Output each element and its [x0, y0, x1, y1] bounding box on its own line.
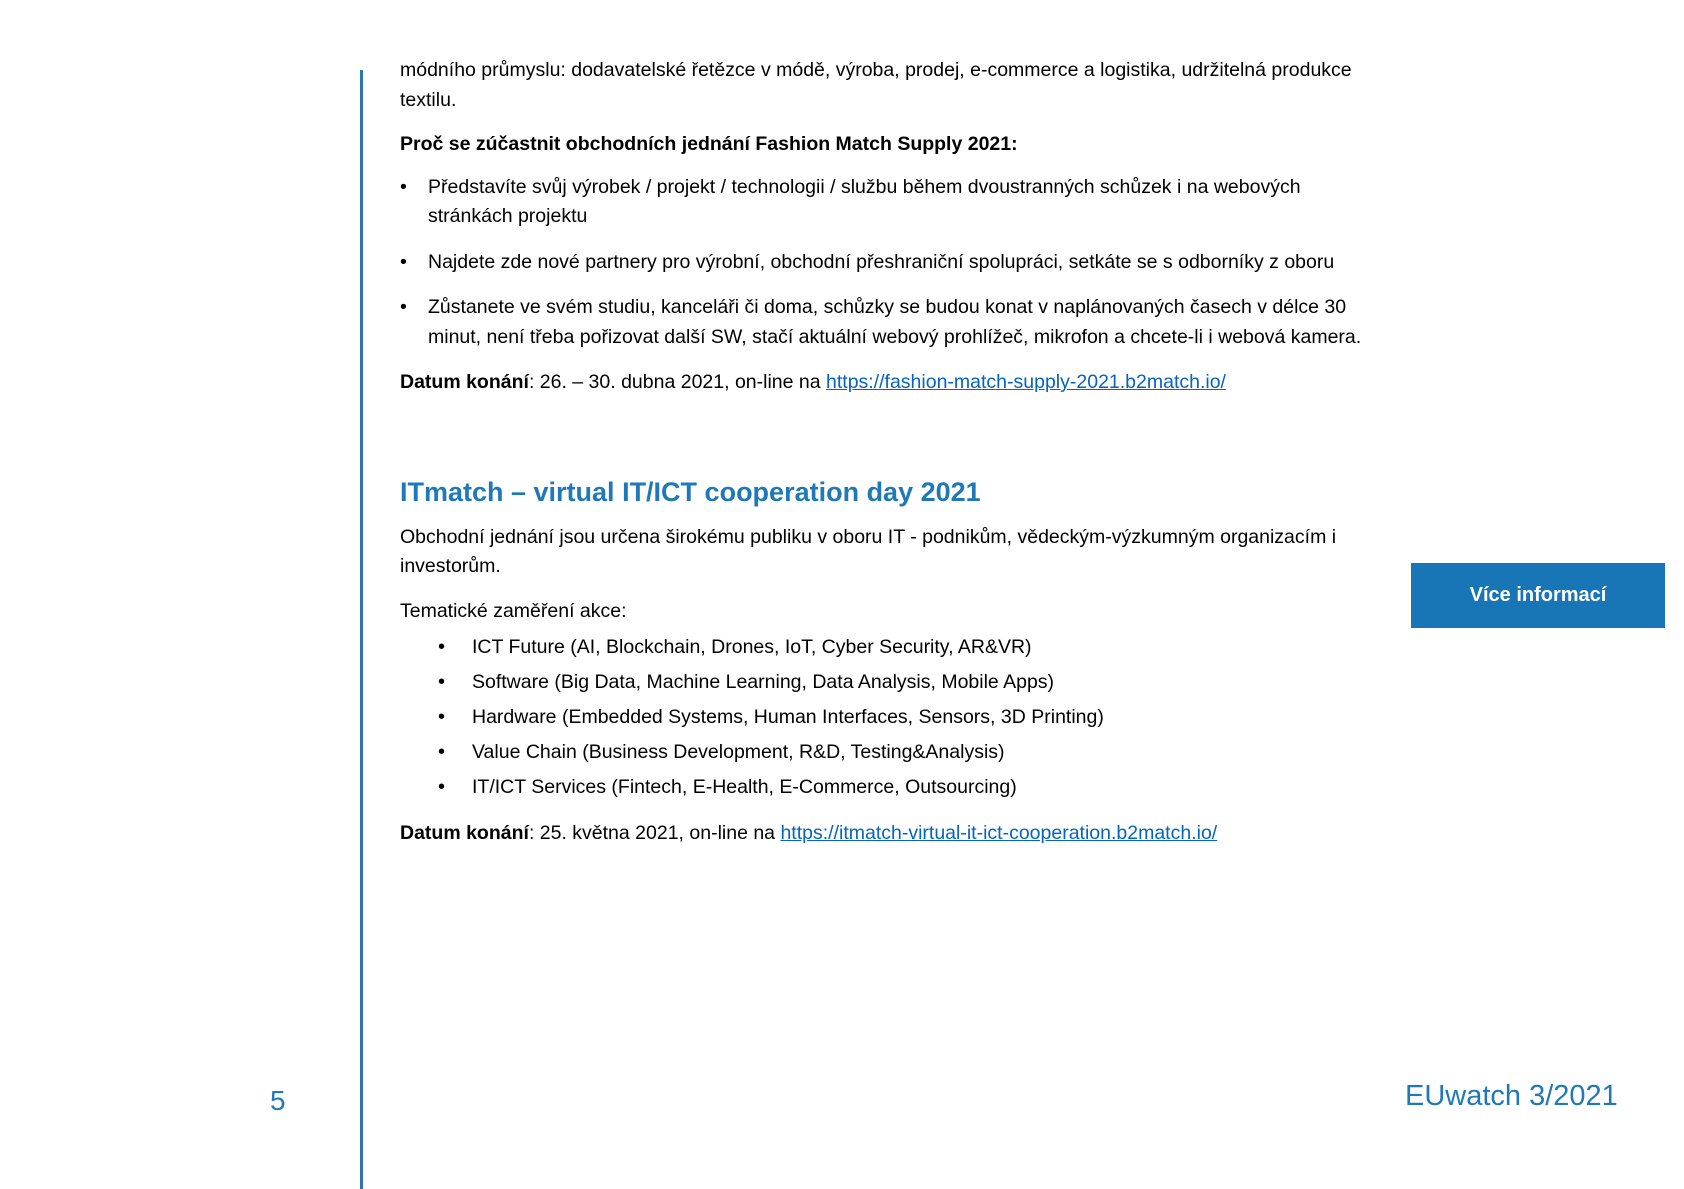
list-item — [400, 630, 1385, 665]
bullet-icon: • — [400, 296, 407, 318]
date-text: : 26. – 30. dubna 2021, on-line na — [528, 371, 827, 393]
themes-label: Tematické zaměření akce: — [400, 599, 627, 622]
bullet-icon: • — [438, 671, 446, 693]
list-item — [400, 248, 1385, 278]
list-item-text: Zůstanete ve svém studiu, kanceláři či doma, schůzky se budou konat v naplánovaných časech v délce 30 minut, není třeba pořizovat další SW, stačí aktuální webový prohlížeč, mikrofon a chcete-li i webová kamera. — [428, 296, 1362, 348]
fashion-event-date — [400, 368, 1385, 398]
bullet-icon: • — [438, 776, 446, 798]
bullet-icon: • — [400, 175, 407, 198]
date-label: Datum konání — [400, 371, 529, 393]
list-item-text: Hardware (Embedded Systems, Human Interfaces, Sensors, 3D Printing) — [472, 706, 1104, 728]
more-info-button[interactable]: Více informací — [1411, 563, 1665, 628]
main-content — [400, 56, 1385, 849]
itmatch-title: ITmatch – virtual IT/ICT cooperation day 2021 — [400, 476, 981, 507]
list-item-text: Software (Big Data, Machine Learning, Data Analysis, Mobile Apps) — [472, 671, 1055, 693]
list-item — [400, 735, 1385, 770]
list-item-text: Value Chain (Business Development, R&D, Testing&Analysis) — [472, 741, 1005, 763]
issue-label: EUwatch 3/2021 — [1405, 1080, 1618, 1112]
itmatch-description: Obchodní jednání jsou určena širokému publiku v oboru IT - podnikům, vědeckým-výzkumným organizacím i investorům. — [400, 525, 1337, 577]
bullet-icon: • — [400, 250, 407, 273]
themes-list — [400, 630, 1385, 805]
list-item-text: Představíte svůj výrobek / projekt / technologii / službu během dvoustranných schůzek i na webových stránkách projektu — [428, 175, 1301, 227]
list-item — [400, 293, 1385, 352]
page-number: 5 — [270, 1085, 286, 1116]
why-attend-heading: Proč se zúčastnit obchodních jednání Fashion Match Supply 2021: — [400, 133, 1018, 155]
bullet-icon: • — [438, 706, 446, 728]
bullet-icon: • — [438, 636, 446, 658]
fashion-match-link[interactable]: https://fashion-match-supply-2021.b2match.io/ — [826, 371, 1226, 393]
bullet-icon: • — [438, 741, 446, 763]
left-margin-rule — [360, 70, 363, 1189]
list-item — [400, 665, 1385, 700]
date-text: : 25. května 2021, on-line na — [528, 822, 781, 844]
list-item-text: IT/ICT Services (Fintech, E-Health, E-Commerce, Outsourcing) — [472, 776, 1017, 798]
list-item-text: ICT Future (AI, Blockchain, Drones, IoT, Cyber Security, AR&VR) — [472, 636, 1032, 658]
date-label: Datum konání — [400, 822, 529, 844]
list-item — [400, 770, 1385, 805]
why-attend-list — [400, 173, 1385, 353]
list-item — [400, 700, 1385, 735]
itmatch-event-date — [400, 819, 1385, 849]
list-item — [400, 173, 1385, 232]
list-item-text: Najdete zde nové partnery pro výrobní, obchodní přeshraniční spolupráci, setkáte se s odborníky z oboru — [428, 250, 1335, 273]
itmatch-link[interactable]: https://itmatch-virtual-it-ict-cooperation.b2match.io/ — [780, 822, 1218, 844]
intro-continuation: módního průmyslu: dodavatelské řetězce v módě, výroba, prodej, e-commerce a logistika, udržitelná produkce textilu. — [400, 59, 1352, 111]
